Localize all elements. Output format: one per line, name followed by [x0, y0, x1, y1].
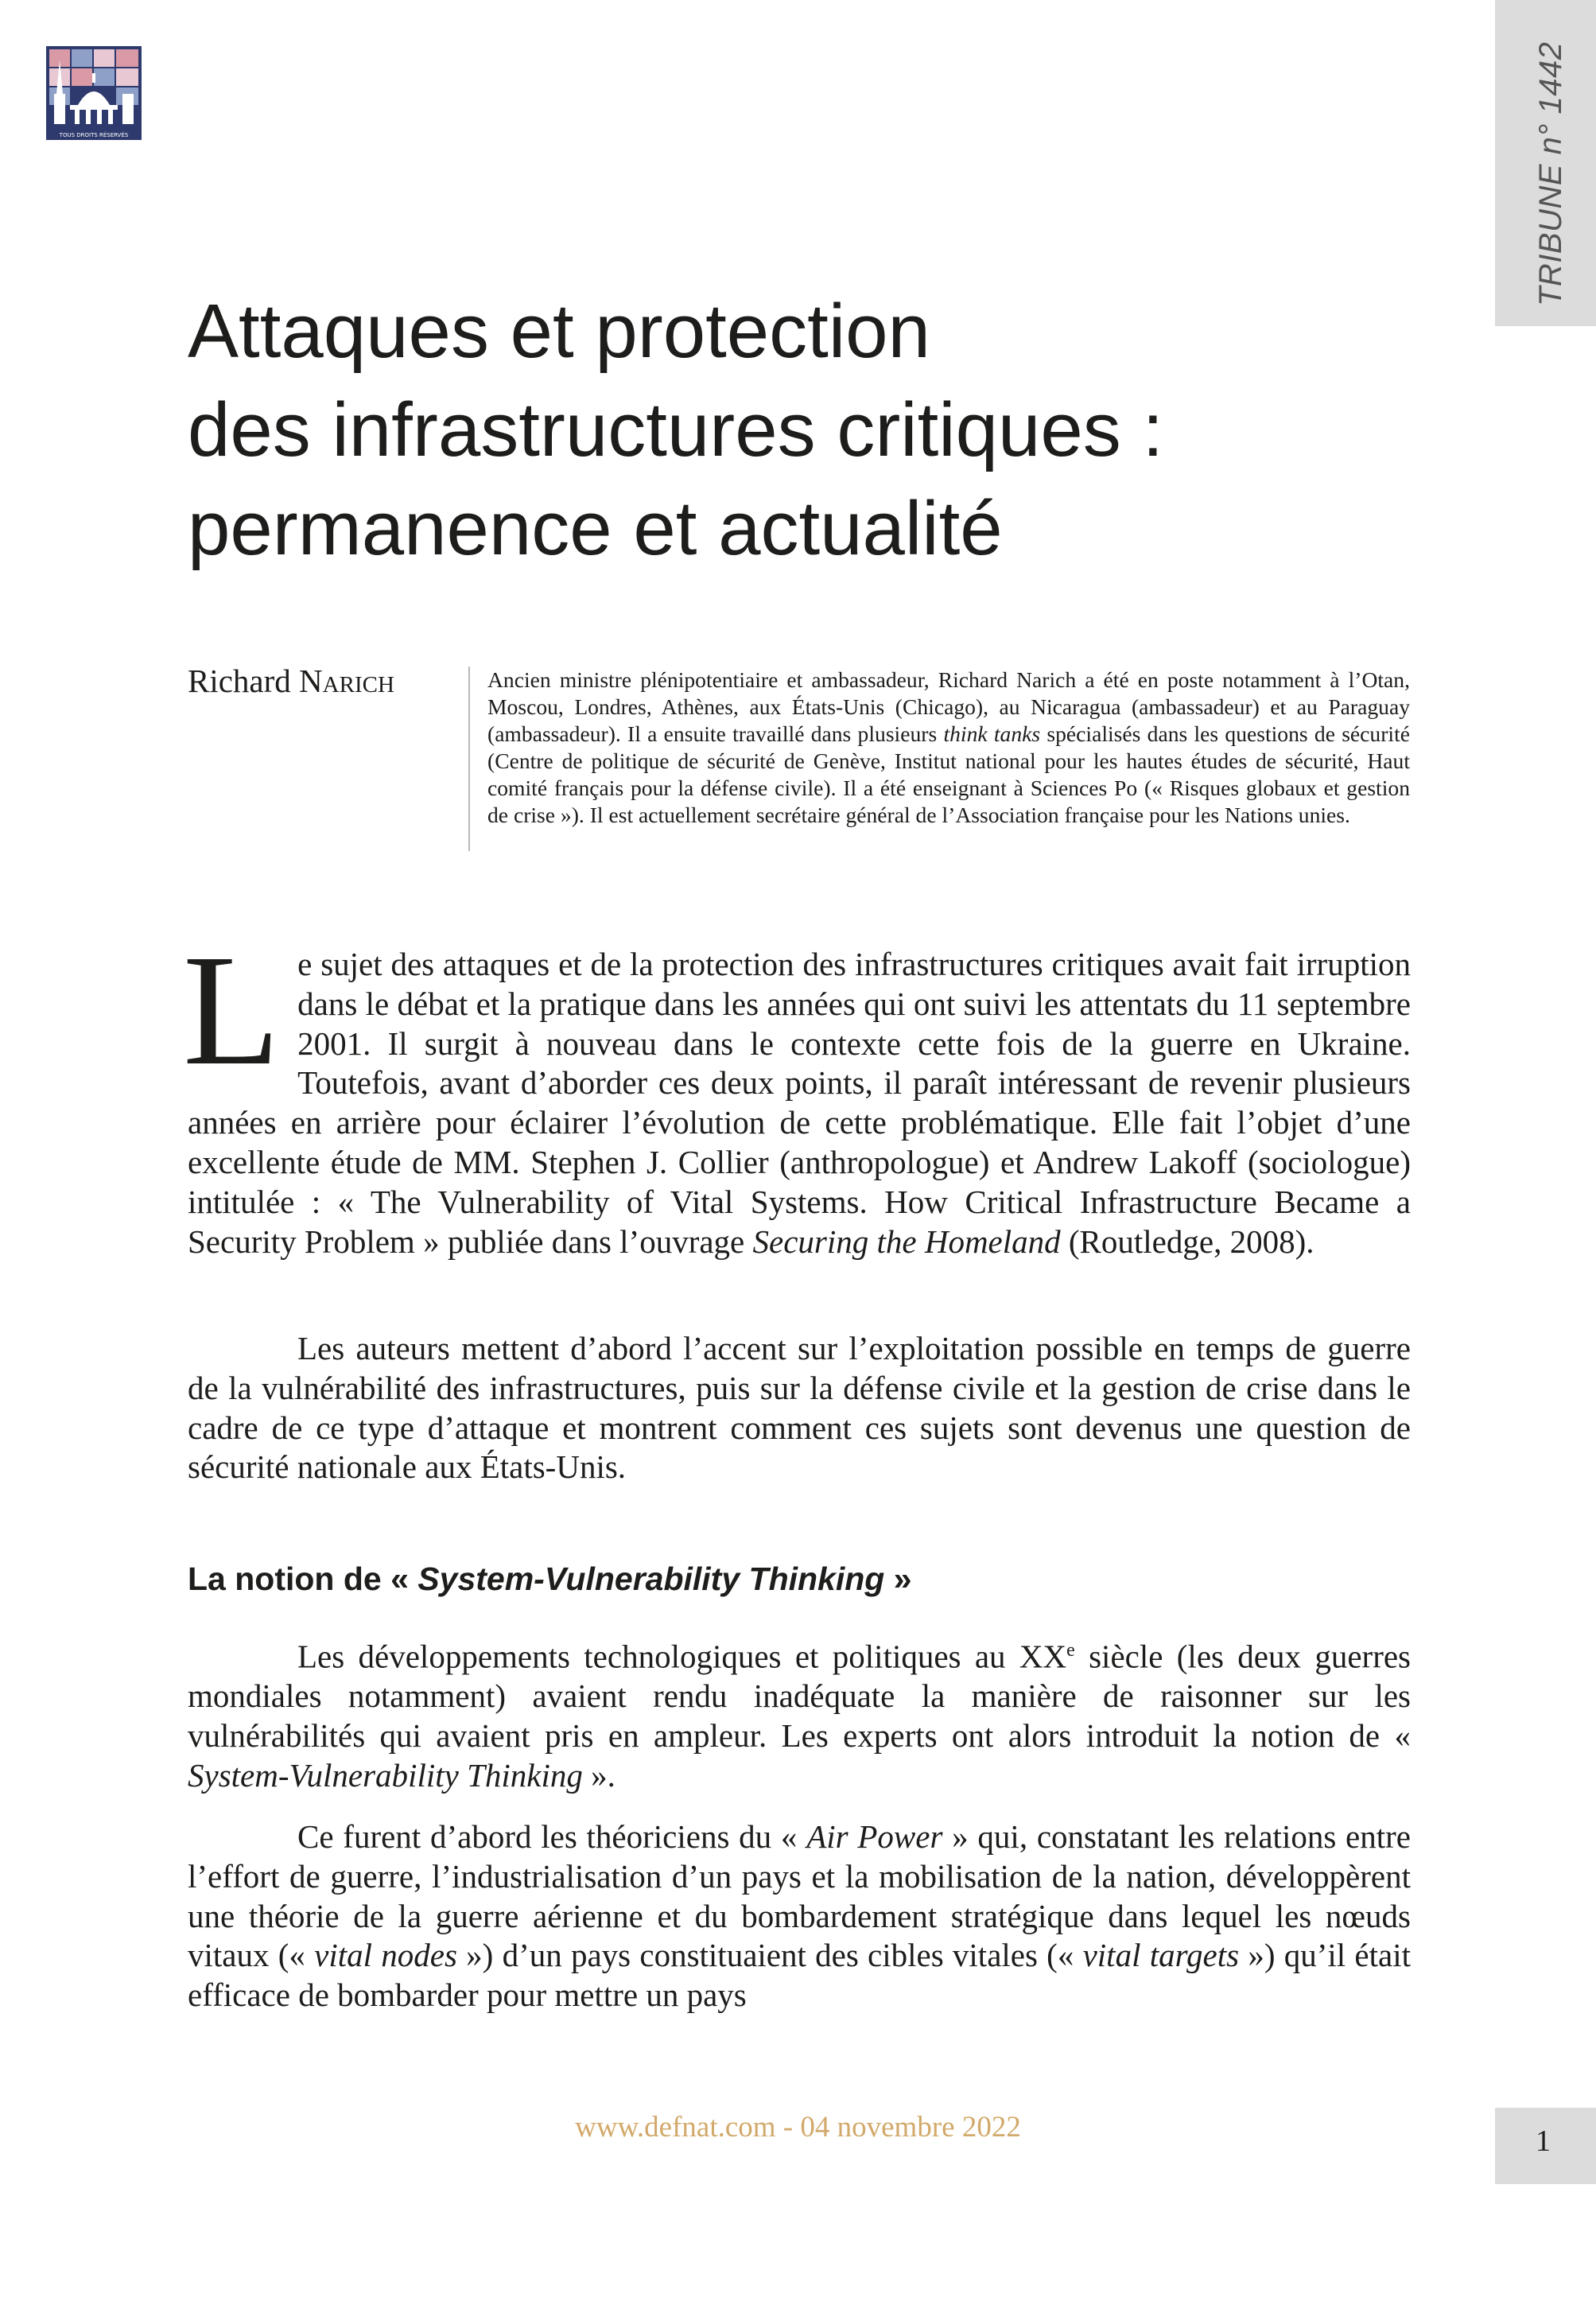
author-name [188, 662, 394, 700]
author-bio: Ancien ministre plénipotentiaire et ambassadeur, Richard Narich a été en poste notamment à l’Otan, Moscou, Londres, Athènes, aux États-Unis (Chicago), au Nicaragua (ambassadeur) et au Paraguay (ambassadeur). Il a ensuite travaillé dans plusieurs think tanks spécialisés dans les questions de sécurité (Centre de politique de sécurité de Genève, Institut national pour les hautes études de sécurité, Haut comité français pour la défense civile). Il a été enseignant à Sciences Po (« Risques globaux et gestion de crise »). Il est actuellement secrétaire général de l’Association française pour les Nations unies. [487, 667, 1410, 827]
title-line-3: permanence et actualité [188, 486, 1003, 571]
author-last-name: Narich [299, 663, 394, 699]
paragraph-3: Les développements technologiques et politiques au XXe siècle (les deux guerres mondiales notamment) avaient rendu inadéquate la manière de raisonner sur les vulnérabilités qui avaient pris en ampleur. Les experts ont alors introduit la notion de « System-Vulnerability Thinking ». [188, 1638, 1412, 1794]
title-line-1: Attaques et protection [188, 289, 930, 374]
section-heading: La notion de « System-Vulnerability Thinking » [188, 1561, 912, 1597]
title-line-2: des infrastructures critiques : [188, 387, 1164, 472]
publication-logo [46, 46, 142, 140]
tribune-label: TRIBUNE n° 1442 [1533, 41, 1568, 306]
article-title [188, 282, 1428, 578]
footer-url-date[interactable]: www.defnat.com - 04 novembre 2022 [575, 2111, 1021, 2144]
bio-divider [468, 667, 470, 851]
page-number: 1 [1536, 2124, 1551, 2158]
svg-text:TOUS DROITS RÉSERVÉS: TOUS DROITS RÉSERVÉS [59, 132, 129, 138]
drop-cap: L [183, 923, 281, 1098]
paragraph-2: Les auteurs mettent d’abord l’accent sur l’exploitation possible en temps de guerre de la vulnérabilité des infrastructures, puis sur la défense civile et la gestion de crise dans le cadre de ce type d’attaque et montrent comment ces sujets sont devenus une question de sécurité nationale aux États-Unis. [188, 1330, 1411, 1486]
paragraph-4: Ce furent d’abord les théoriciens du « Air Power » qui, constatant les relations entre l’effort de guerre, l’industrialisation d’un pays et la mobilisation de la nation, développèrent une théorie de la guerre aérienne et du bombardement stratégique dans lequel les nœuds vitaux (« vital nodes ») d’un pays constituaient des cibles vitales (« vital targets ») qu’il était efficace de bombarder pour mettre un pays [188, 1818, 1411, 2014]
author-first-name: Richard [188, 663, 291, 699]
paragraph-1: Le sujet des attaques et de la protection des infrastructures critiques avait fait irruption dans le débat et la pratique dans les années qui ont suivi les attentats du 11 septembre 2001. Il surgit à nouveau dans le contexte cette fois de la guerre en Ukraine. Toutefois, avant d’aborder ces deux points, il paraît intéressant de revenir plusieurs années en arrière pour éclairer l’évolution de cette problématique. Elle fait l’objet d’une excellente étude de MM. Stephen J. Collier (anthropologue) et Andrew Lakoff (sociologue) intitulée : « The Vulnerability of Vital Systems. How Critical Infrastructure Became a Security Problem » publiée dans l’ouvrage Securing the Homeland (Routledge, 2008). [183, 923, 1411, 1260]
logo-emblem-icon [46, 46, 142, 140]
